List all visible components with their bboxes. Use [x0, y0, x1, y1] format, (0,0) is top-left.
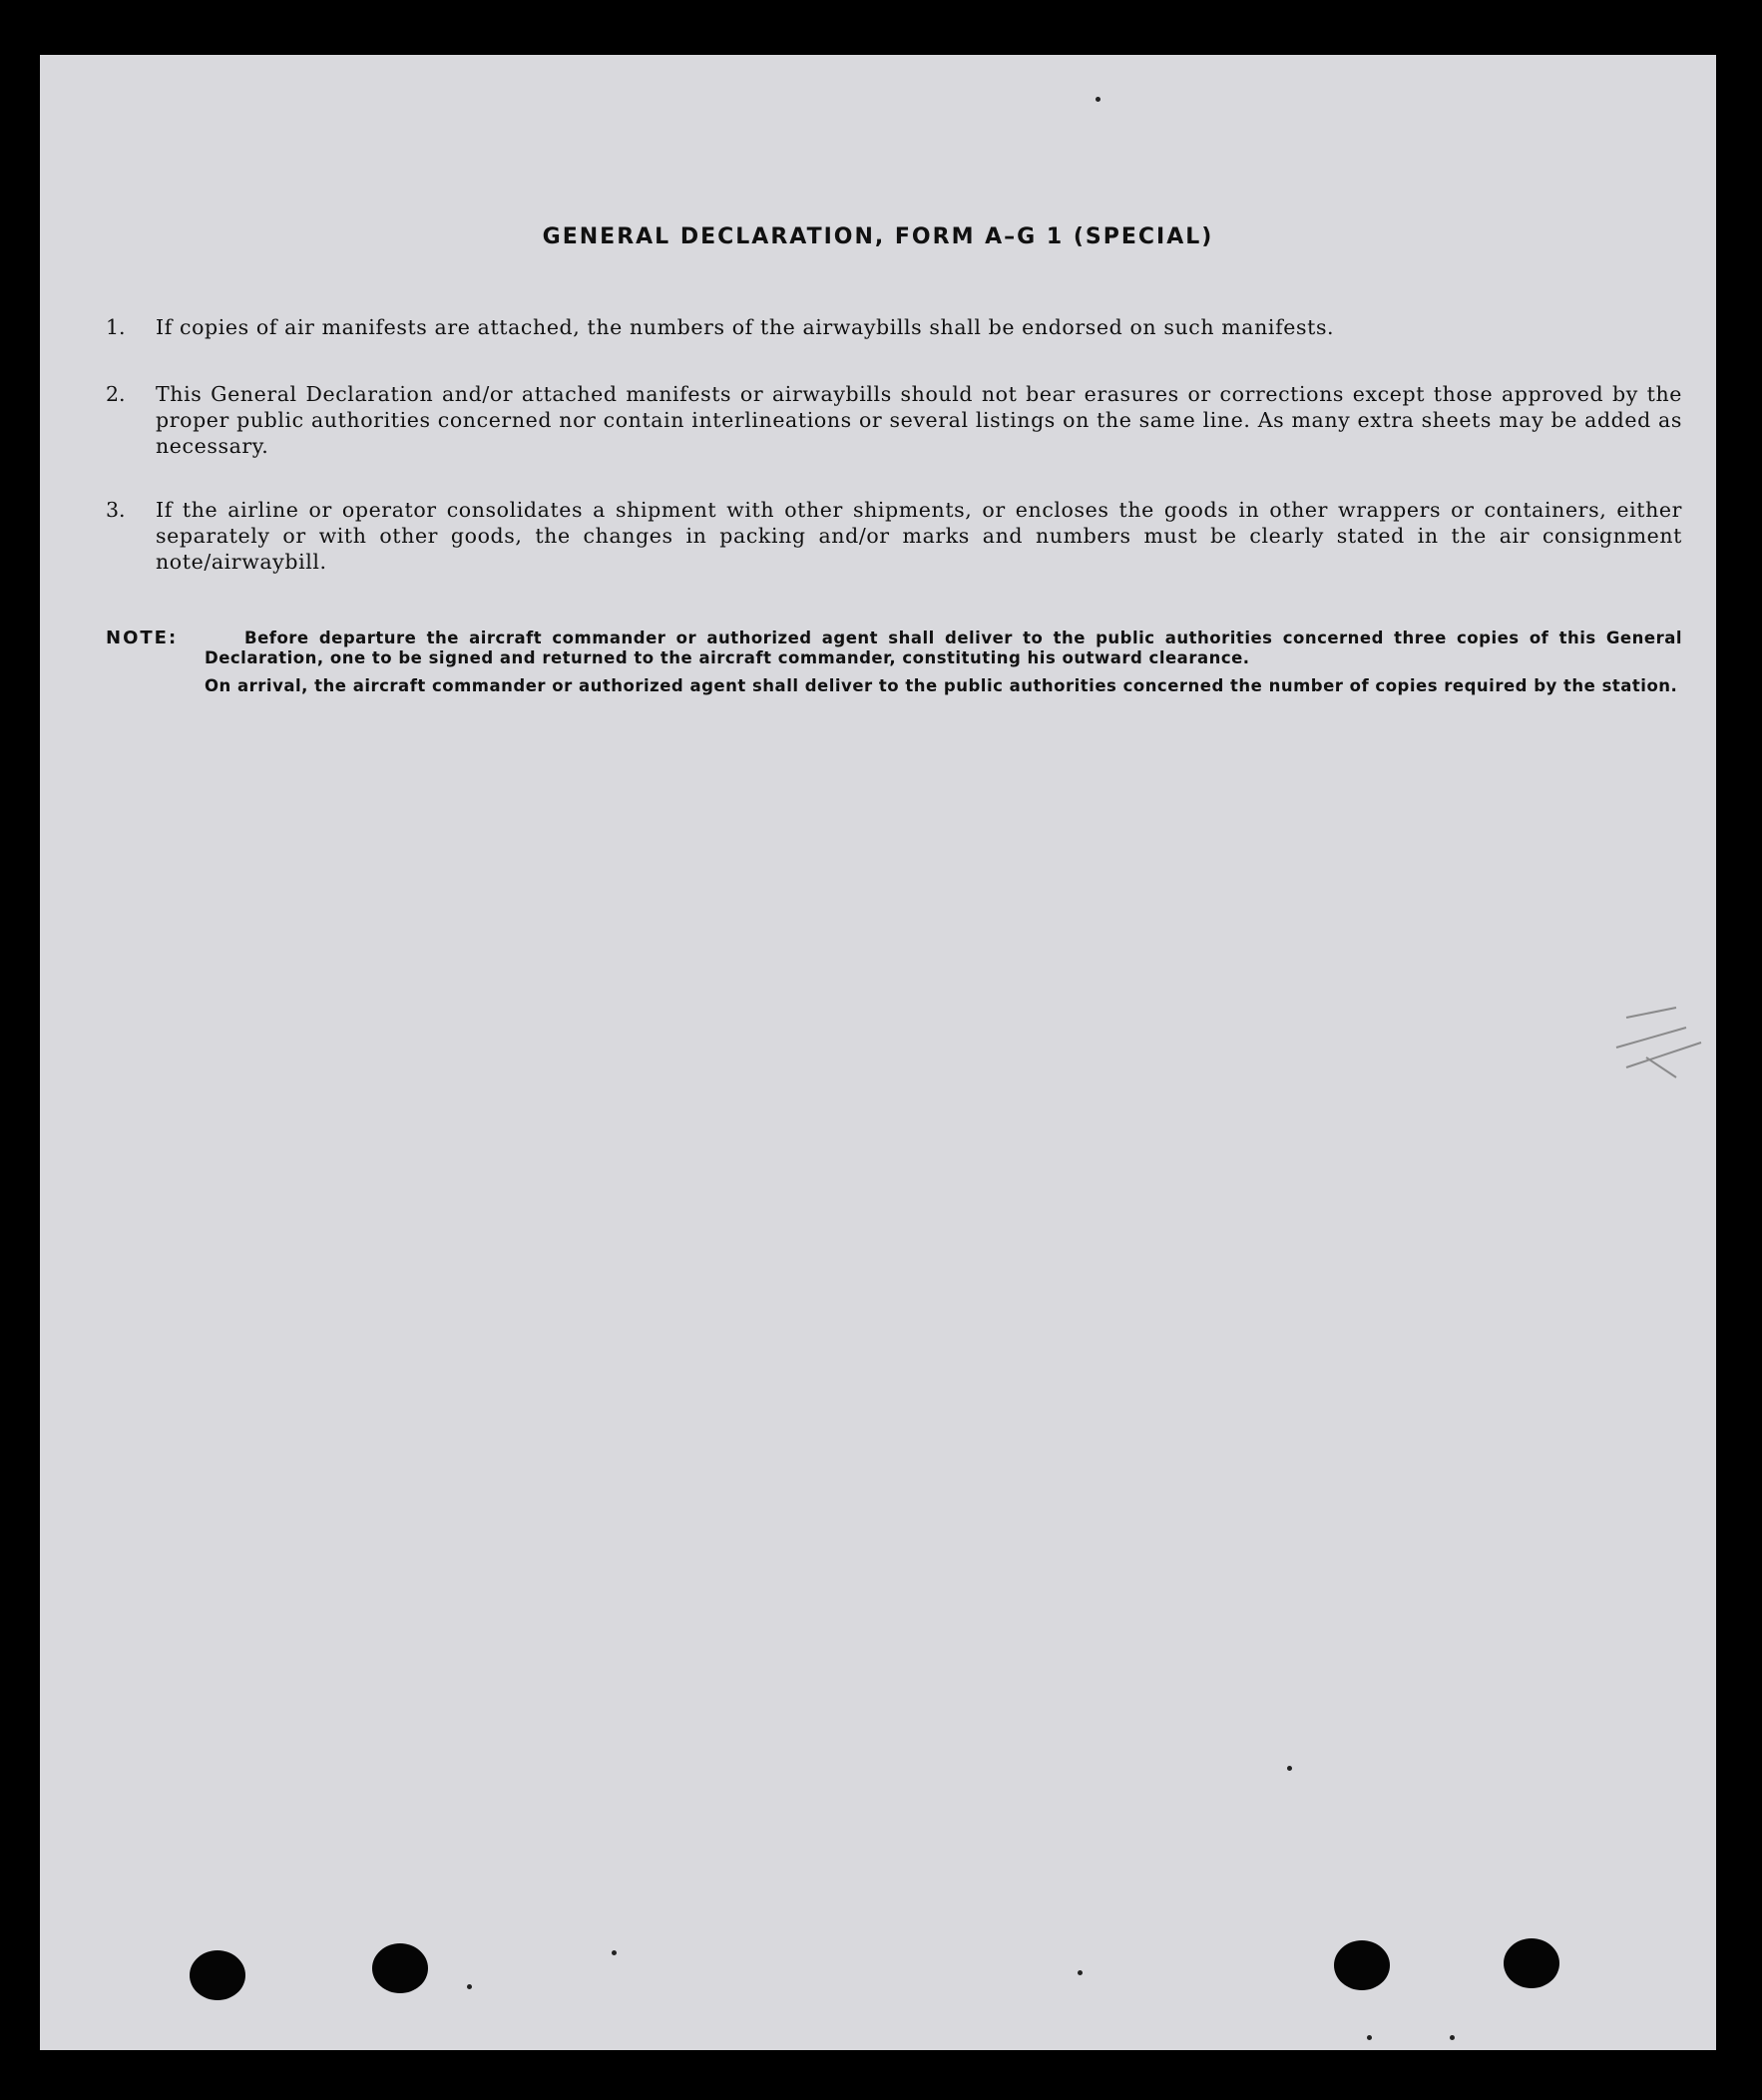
scan-speck: [1367, 2035, 1372, 2040]
item-text: If the airline or operator consolidates a shipment with other shipments, or encloses the goods in other wrappers or containers, either separately or with other goods, the changes in packing and/or marks and numbers must be clearly stated in the air consignment note/airwaybill.: [156, 498, 1682, 574]
instruction-item-1: [106, 314, 1682, 340]
scan-speck: [467, 1984, 472, 1989]
item-number: 1.: [106, 315, 126, 339]
item-number: 3.: [106, 498, 126, 522]
punch-hole: [1504, 1938, 1559, 1988]
instruction-item-3: [106, 497, 1682, 575]
scan-speck: [1096, 97, 1101, 102]
item-text: If copies of air manifests are attached, the numbers of the airwaybills shall be endorsed on such manifests.: [156, 315, 1335, 339]
instruction-item-2: [106, 381, 1682, 459]
note-paragraph-departure: Before departure the aircraft commander or authorized agent shall deliver to the public authorities concerned three copies of this General Declaration, one to be signed and returned to the aircraft commander, constituting his outward clearance.: [205, 629, 1682, 667]
scan-speck: [1078, 1970, 1083, 1975]
note-section: [106, 629, 1682, 696]
note-label: NOTE:: [106, 628, 179, 648]
document-page: [40, 55, 1716, 2050]
note-paragraph-arrival: On arrival, the aircraft commander or authorized agent shall deliver to the public authorities concerned the number of copies required by the station.: [205, 676, 1678, 695]
punch-hole: [190, 1950, 245, 2000]
scan-scuff-mark: [1606, 998, 1716, 1087]
item-number: 2.: [106, 382, 126, 406]
scan-speck: [1287, 1766, 1292, 1771]
punch-hole: [372, 1943, 428, 1993]
punch-hole: [1334, 1940, 1390, 1990]
scan-speck: [1450, 2035, 1455, 2040]
item-text: This General Declaration and/or attached manifests or airwaybills should not bear erasures or corrections except those approved by the proper public authorities concerned nor contain interlineations or several listings on the same line. As many extra sheets may be added as necessary.: [156, 382, 1682, 458]
page-title: GENERAL DECLARATION, FORM A–G 1 (SPECIAL): [542, 224, 1214, 249]
scan-speck: [612, 1950, 617, 1955]
